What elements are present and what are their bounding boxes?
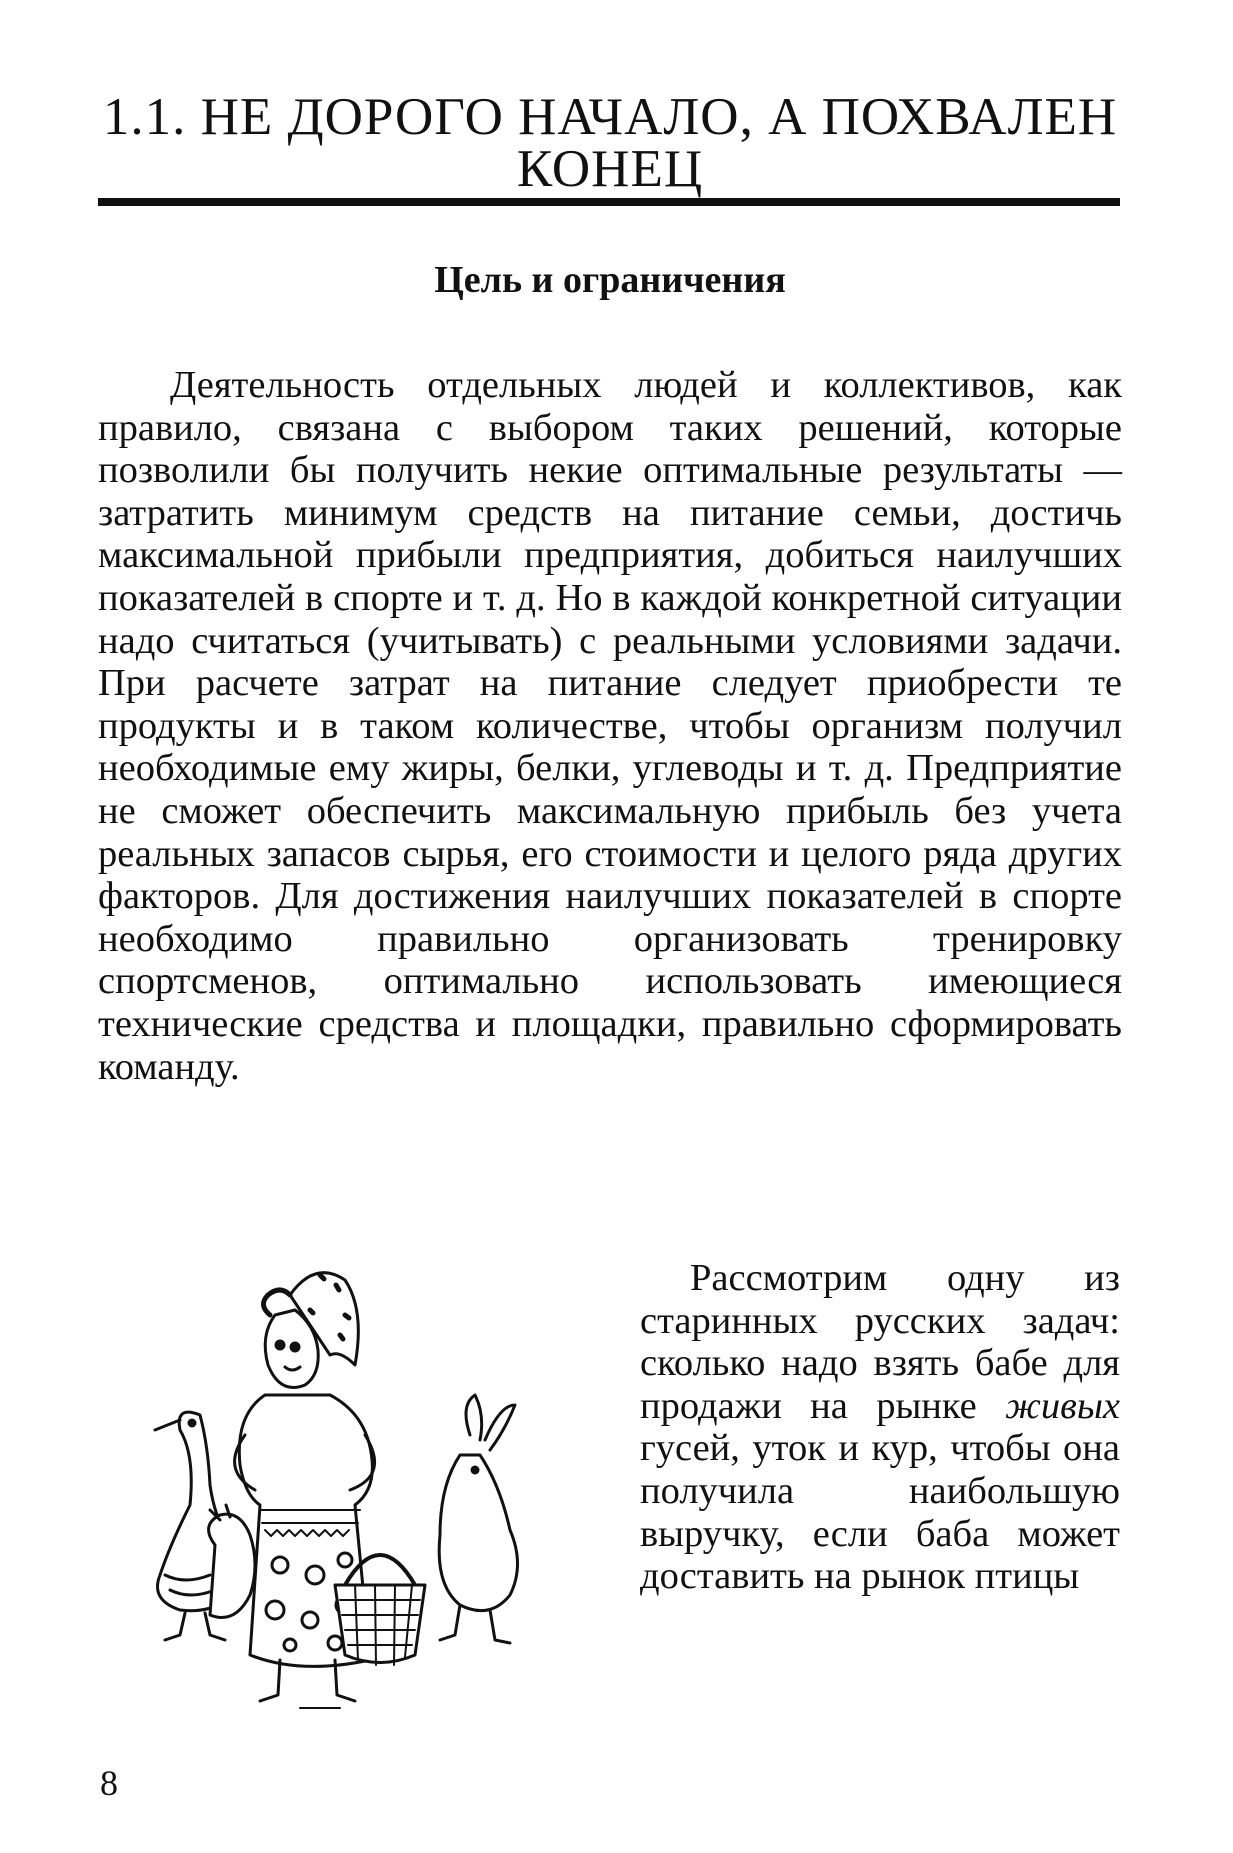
side-paragraph-text-start: Рассмотрим одну из старинных русских задач: сколько надо взять бабе для продажи на рынке: [640, 1257, 1120, 1427]
subsection-title: Цель и ограничения: [434, 259, 786, 301]
woman-with-birds-and-basket-illustration: [140, 1255, 590, 1710]
section-title-line-2: КОНЕЦ: [516, 140, 704, 198]
main-paragraph-block: [98, 364, 1122, 1088]
heading-divider: [98, 198, 1120, 206]
emphasis-word: живых: [1005, 1384, 1120, 1427]
page-number: 8: [100, 1763, 118, 1803]
paragraph: [640, 1257, 1120, 1598]
side-paragraph: [640, 1257, 1120, 1598]
paragraph: Деятельность отдельных людей и коллективов, как правило, связана с выбором таких решений, которые позволили бы получить некие оптимальные результаты — затратить минимум средств на питание семьи, достичь максимальной прибыли предприятия, добиться наилучших показателей в спорте и т. д. Но в каждой конкретной ситуации надо считаться (учитывать) с реальными условиями задачи. При расчете затрат на питание следует приобрести те продукты и в таком количестве, чтобы организм получил необходимые ему жиры, белки, углеводы и т. д. Предприятие не сможет обеспечить максимальную прибыль без учета реальных запасов сырья, его стоимости и целого ряда других факторов. Для достижения наилучших показателей в спорте необходимо правильно организовать тренировку спортсменов, оптимально использовать имеющиеся технические средства и площадки, правильно сформировать команду.: [98, 364, 1122, 1088]
section-title-line-1: 1.1. НЕ ДОРОГО НАЧАЛО, А ПОХВАЛЕН: [102, 88, 1118, 146]
side-paragraph-text-end: гусей, уток и кур, чтобы она получила наибольшую выручку, если баба может доставить на рынок птицы: [640, 1427, 1120, 1598]
